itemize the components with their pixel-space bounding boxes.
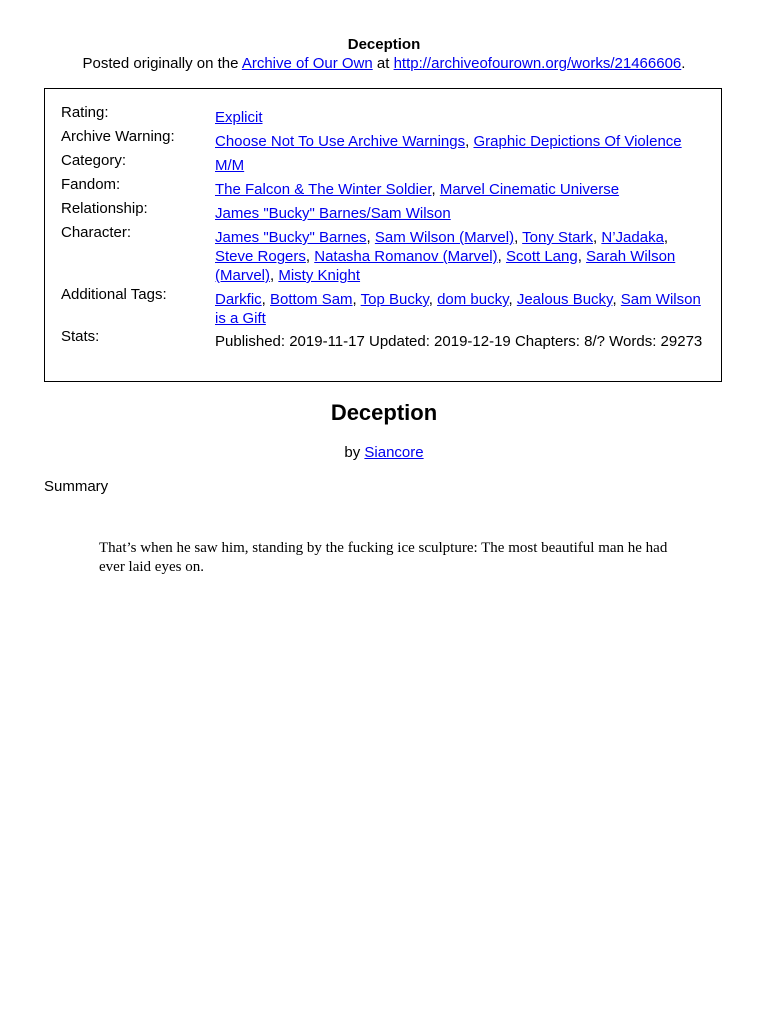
meta-value-category bbox=[215, 156, 710, 175]
archive-link[interactable]: Archive of Our Own bbox=[241, 55, 373, 72]
posted-line bbox=[0, 54, 768, 73]
metadata-box bbox=[44, 88, 722, 382]
tag-link[interactable]: Choose Not To Use Archive Warnings bbox=[215, 133, 466, 150]
tag-separator: , bbox=[663, 229, 669, 246]
tag-separator: , bbox=[465, 133, 474, 150]
posted-prefix: Posted originally on the bbox=[82, 55, 242, 72]
tag-link[interactable]: Explicit bbox=[215, 109, 263, 126]
tag-link[interactable]: James "Bucky" Barnes bbox=[215, 229, 367, 246]
tag-link[interactable]: James "Bucky" Barnes/Sam Wilson bbox=[215, 205, 451, 222]
tag-separator: , bbox=[577, 248, 587, 265]
meta-label-category: Category: bbox=[61, 152, 127, 169]
meta-value-warning bbox=[215, 132, 710, 151]
byline bbox=[0, 443, 768, 462]
tag-separator: , bbox=[270, 267, 279, 284]
tag-link[interactable]: Sarah Wilson (Marvel) bbox=[215, 248, 676, 284]
tag-separator: , bbox=[514, 229, 523, 246]
meta-value-fandom bbox=[215, 180, 710, 199]
tag-separator: , bbox=[352, 291, 361, 308]
tag-link[interactable]: Top Bucky bbox=[360, 291, 429, 308]
tag-link[interactable]: Steve Rogers bbox=[215, 248, 306, 265]
meta-value-rating bbox=[215, 108, 710, 127]
meta-value-relationship bbox=[215, 204, 710, 223]
tag-link[interactable]: Sam Wilson is a Gift bbox=[215, 291, 701, 327]
meta-label-tags: Additional Tags: bbox=[61, 286, 167, 303]
tag-link[interactable]: Jealous Bucky bbox=[516, 291, 613, 308]
tag-separator: , bbox=[612, 291, 621, 308]
meta-value-stats: Published: 2019-11-17 Updated: 2019-12-19 Chapters: 8/? Words: 29273 bbox=[215, 333, 703, 350]
tag-link[interactable]: Scott Lang bbox=[505, 248, 578, 265]
meta-label-rating: Rating: bbox=[61, 104, 109, 121]
tag-link[interactable]: Tony Stark bbox=[522, 229, 594, 246]
work-title: Deception bbox=[330, 400, 438, 425]
tag-link[interactable]: Marvel Cinematic Universe bbox=[439, 181, 620, 198]
tag-separator: , bbox=[305, 248, 315, 265]
meta-label-character: Character: bbox=[61, 224, 132, 241]
tag-separator: , bbox=[593, 229, 602, 246]
tag-link[interactable]: Graphic Depictions Of Violence bbox=[473, 133, 682, 150]
meta-value-tags bbox=[215, 290, 710, 328]
tag-separator: , bbox=[261, 291, 271, 308]
tag-separator: , bbox=[431, 181, 440, 198]
summary-text: That’s when he saw him, standing by the fucking ice sculpture: The most beautiful man he had ever laid eyes on. bbox=[99, 540, 668, 575]
document-header bbox=[0, 0, 768, 73]
meta-label-warning: Archive Warning: bbox=[61, 128, 175, 145]
tag-link[interactable]: Misty Knight bbox=[278, 267, 361, 284]
at-text: at bbox=[372, 55, 394, 72]
by-text: by bbox=[344, 444, 365, 461]
tag-separator: , bbox=[366, 229, 375, 246]
tag-link[interactable]: Darkfic bbox=[215, 291, 262, 308]
meta-value-character bbox=[215, 228, 710, 285]
tag-link[interactable]: The Falcon & The Winter Soldier bbox=[215, 181, 432, 198]
tag-link[interactable]: M/M bbox=[215, 157, 245, 174]
summary-heading: Summary bbox=[44, 478, 109, 495]
meta-label-relationship: Relationship: bbox=[61, 200, 148, 217]
tag-separator: , bbox=[497, 248, 506, 265]
tag-link[interactable]: N’Jadaka bbox=[601, 229, 664, 246]
work-url-link[interactable]: http://archiveofourown.org/works/21466606 bbox=[393, 55, 682, 72]
meta-label-fandom: Fandom: bbox=[61, 176, 121, 193]
period: . bbox=[681, 55, 686, 72]
author-link[interactable]: Siancore bbox=[364, 444, 424, 461]
meta-label-stats: Stats: bbox=[61, 328, 100, 345]
tag-separator: , bbox=[428, 291, 438, 308]
tag-link[interactable]: Sam Wilson (Marvel) bbox=[374, 229, 515, 246]
tag-link[interactable]: Bottom Sam bbox=[270, 291, 353, 308]
tag-separator: , bbox=[508, 291, 517, 308]
header-title: Deception bbox=[347, 36, 421, 53]
tag-link[interactable]: dom bucky bbox=[437, 291, 509, 308]
tag-link[interactable]: Natasha Romanov (Marvel) bbox=[314, 248, 498, 265]
